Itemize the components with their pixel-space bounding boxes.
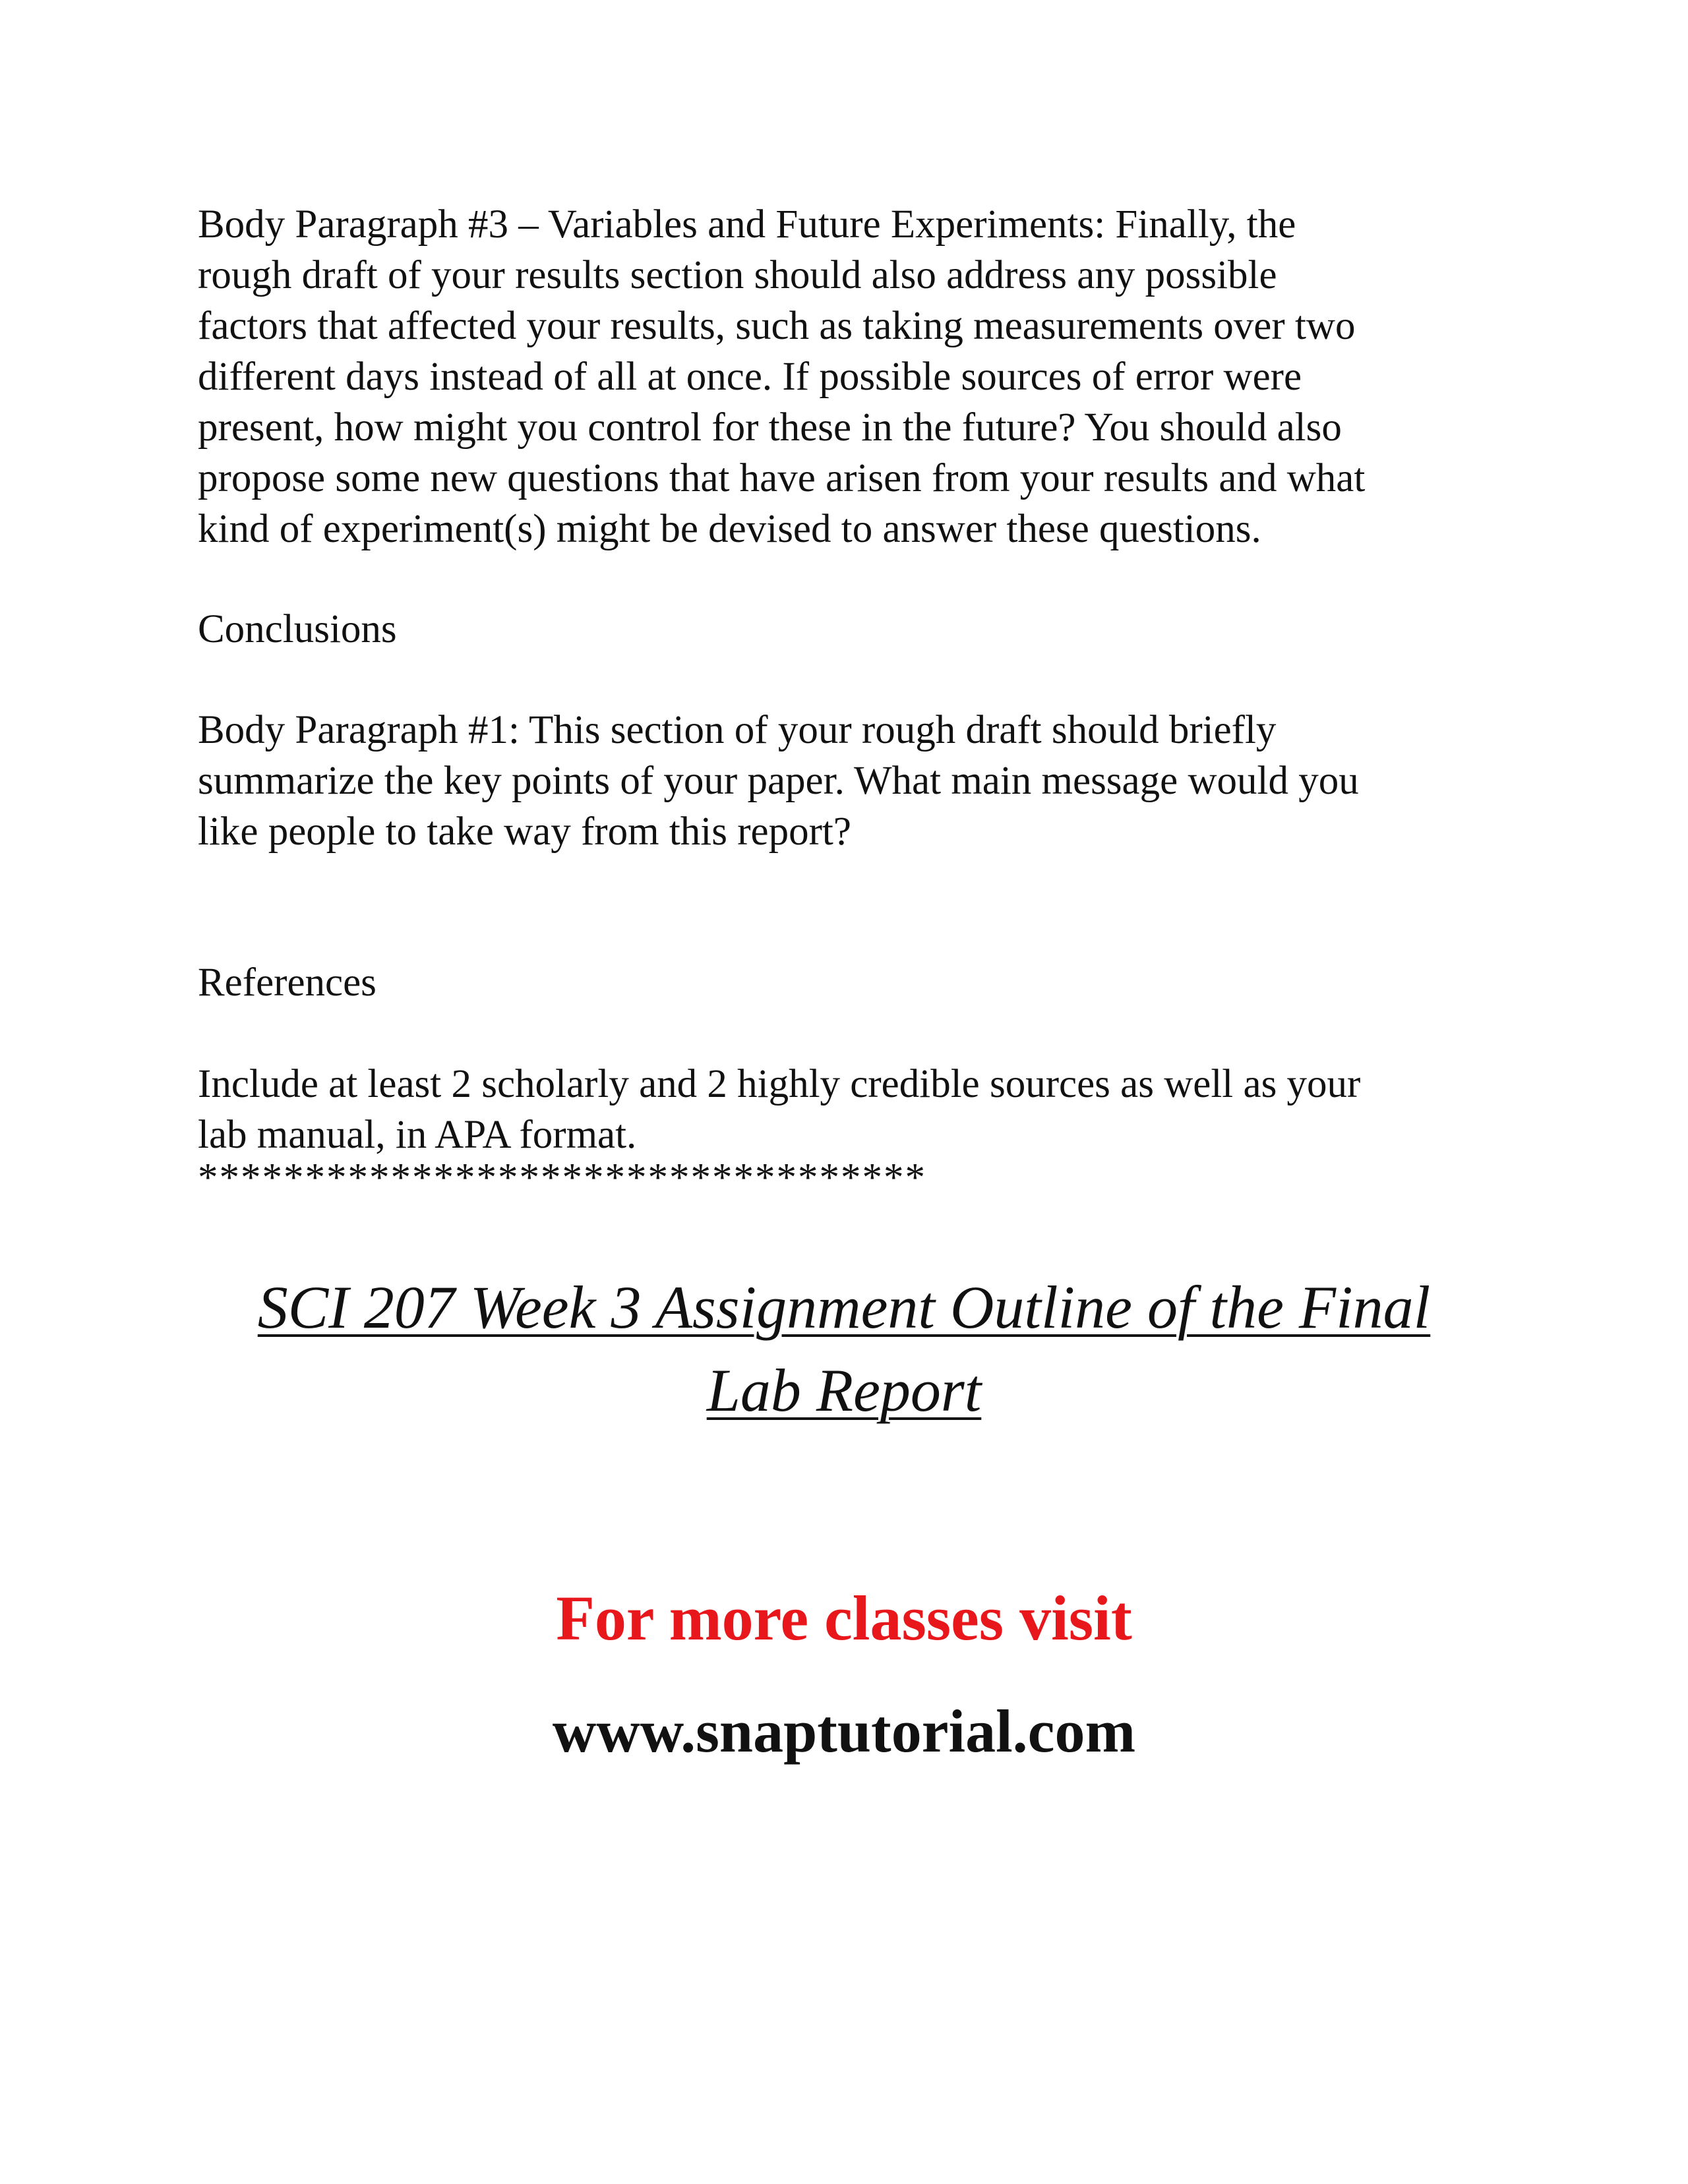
assignment-title-line-2: Lab Report bbox=[706, 1357, 982, 1424]
body-paragraph-3: Body Paragraph #3 – Variables and Future Experiments: Finally, the rough draft of your results section should also address any possible factors that affected your results, such as taking measurements over two different days instead of all at once. If possible sources of error were present, how might you control for these in the future? You should also propose some new questions that have arisen from your results and what kind of experiment(s) might be devised to answer these questions. bbox=[198, 202, 1366, 551]
conclusions-heading: Conclusions bbox=[198, 607, 397, 651]
references-heading: References bbox=[198, 960, 377, 1005]
references-text: Include at least 2 scholarly and 2 highly credible sources as well as your lab manual, in APA format. bbox=[198, 1062, 1361, 1157]
promo-text: For more classes visit bbox=[556, 1583, 1132, 1653]
conclusions-paragraph-1: Body Paragraph #1: This section of your rough draft should briefly summarize the key points of your paper. What main message would you like people to take way from this report? bbox=[198, 708, 1359, 854]
assignment-title bbox=[132, 1266, 1556, 1432]
website-link[interactable]: www.snaptutorial.com bbox=[552, 1697, 1136, 1765]
assignment-title-line-1: SCI 207 Week 3 Assignment Outline of the Final bbox=[257, 1274, 1431, 1341]
separator-stars: ********************************** bbox=[198, 1156, 926, 1200]
